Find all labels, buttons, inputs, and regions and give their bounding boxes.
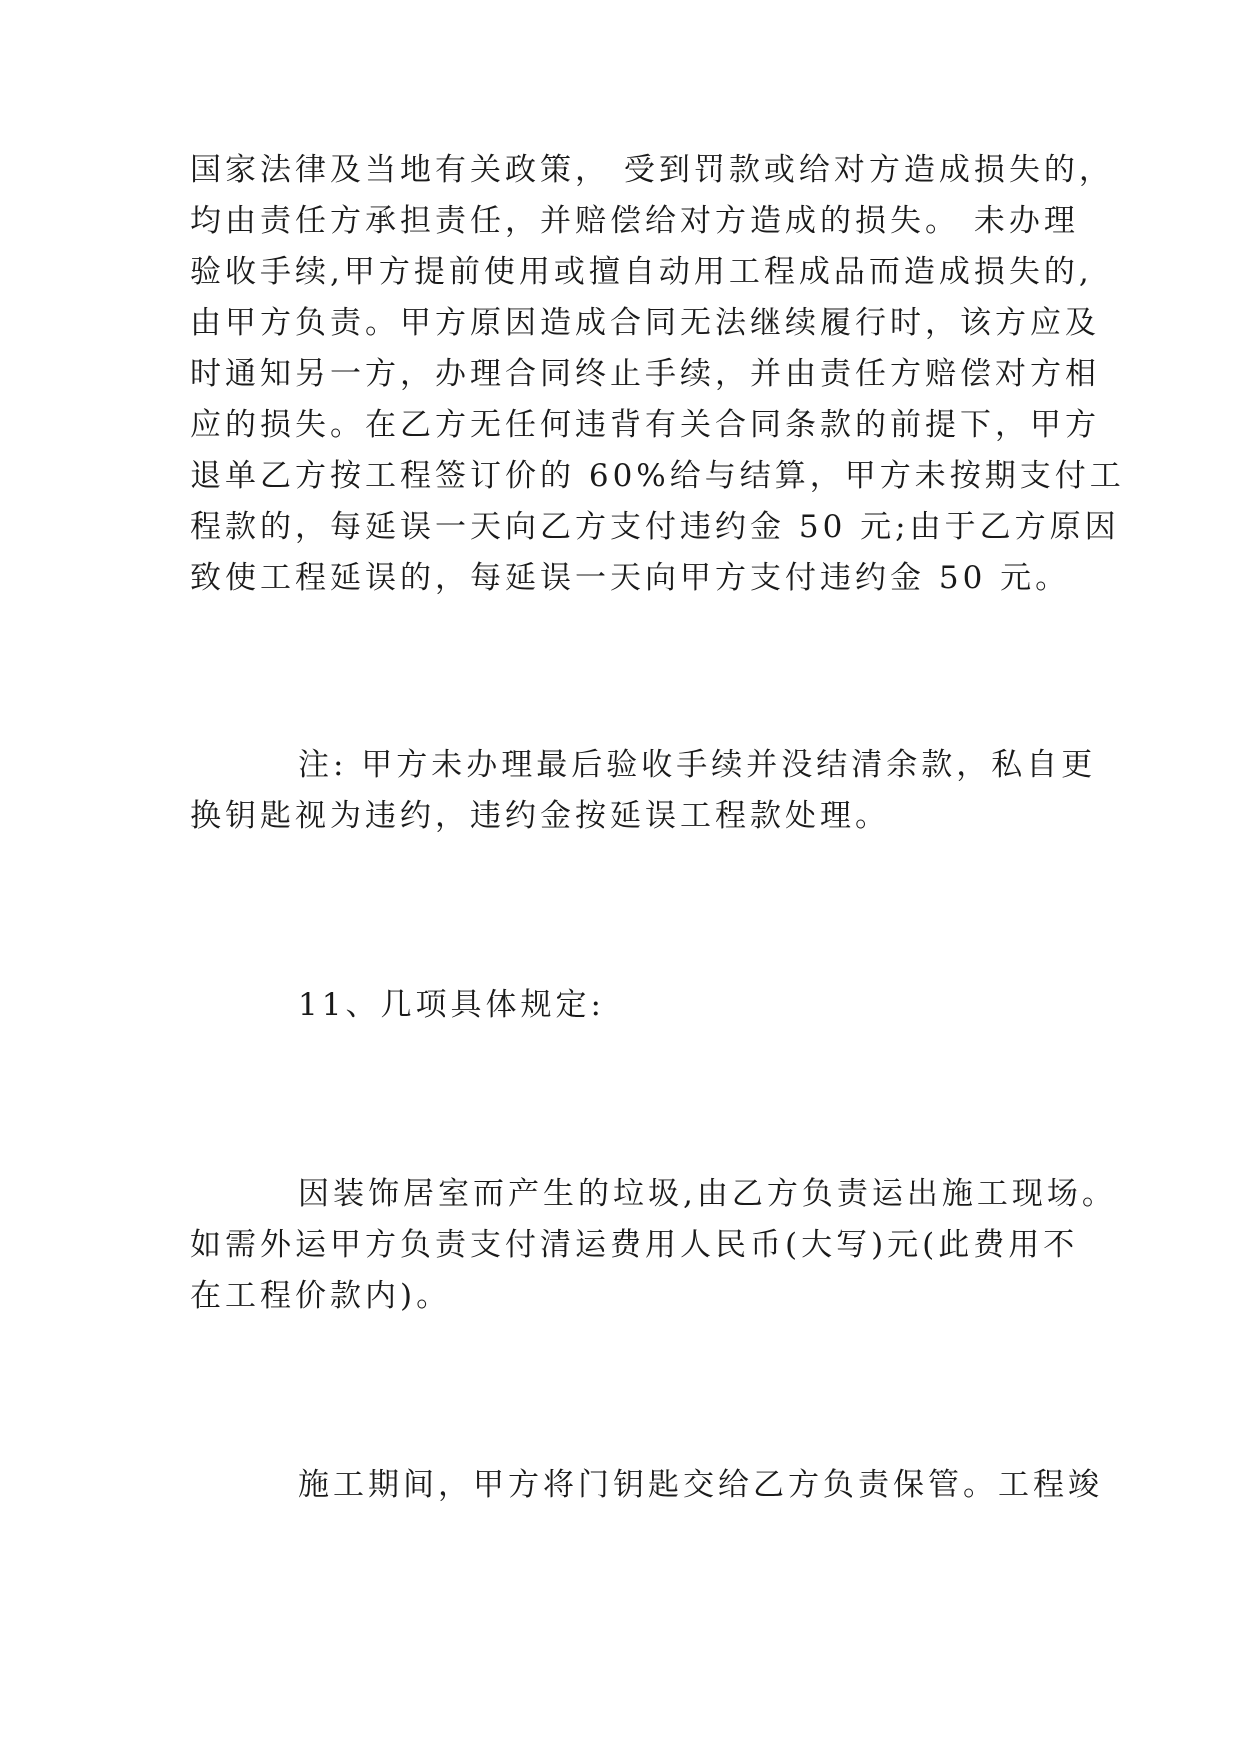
body-text-line: 应的损失。在乙方无任何违背有关合同条款的前提下，甲方 xyxy=(190,407,1100,443)
body-text-line: 时通知另一方，办理合同终止手续，并由责任方赔偿对方相 xyxy=(190,356,1100,392)
body-text-line: 退单乙方按工程签订价的 60%给与结算，甲方未按期支付工 xyxy=(190,458,1125,494)
section-heading: 11、几项具体规定: xyxy=(298,987,605,1023)
body-text-line: 在工程价款内)。 xyxy=(190,1278,452,1314)
body-text-line: 由甲方负责。甲方原因造成合同无法继续履行时，该方应及 xyxy=(190,305,1100,341)
body-text-line: 验收手续,甲方提前使用或擅自动用工程成品而造成损失的, xyxy=(190,254,1093,290)
body-text-line: 施工期间，甲方将门钥匙交给乙方负责保管。工程竣 xyxy=(298,1467,1103,1503)
body-text-line: 程款的，每延误一天向乙方支付违约金 50 元;由于乙方原因 xyxy=(190,509,1120,545)
body-text-line: 均由责任方承担责任，并赔偿给对方造成的损失。 未办理 xyxy=(190,203,1079,239)
note-text-line: 换钥匙视为违约，违约金按延误工程款处理。 xyxy=(190,798,890,834)
note-text-line: 注: 甲方未办理最后验收手续并没结清余款，私自更 xyxy=(298,747,1097,783)
body-text-line: 致使工程延误的，每延误一天向甲方支付违约金 50 元。 xyxy=(190,560,1071,596)
body-text-line: 国家法律及当地有关政策， 受到罚款或给对方造成损失的， xyxy=(190,152,1114,188)
body-text-line: 如需外运甲方负责支付清运费用人民币(大写)元(此费用不 xyxy=(190,1227,1079,1263)
body-text-line: 因装饰居室而产生的垃圾,由乙方负责运出施工现场。 xyxy=(298,1176,1117,1212)
